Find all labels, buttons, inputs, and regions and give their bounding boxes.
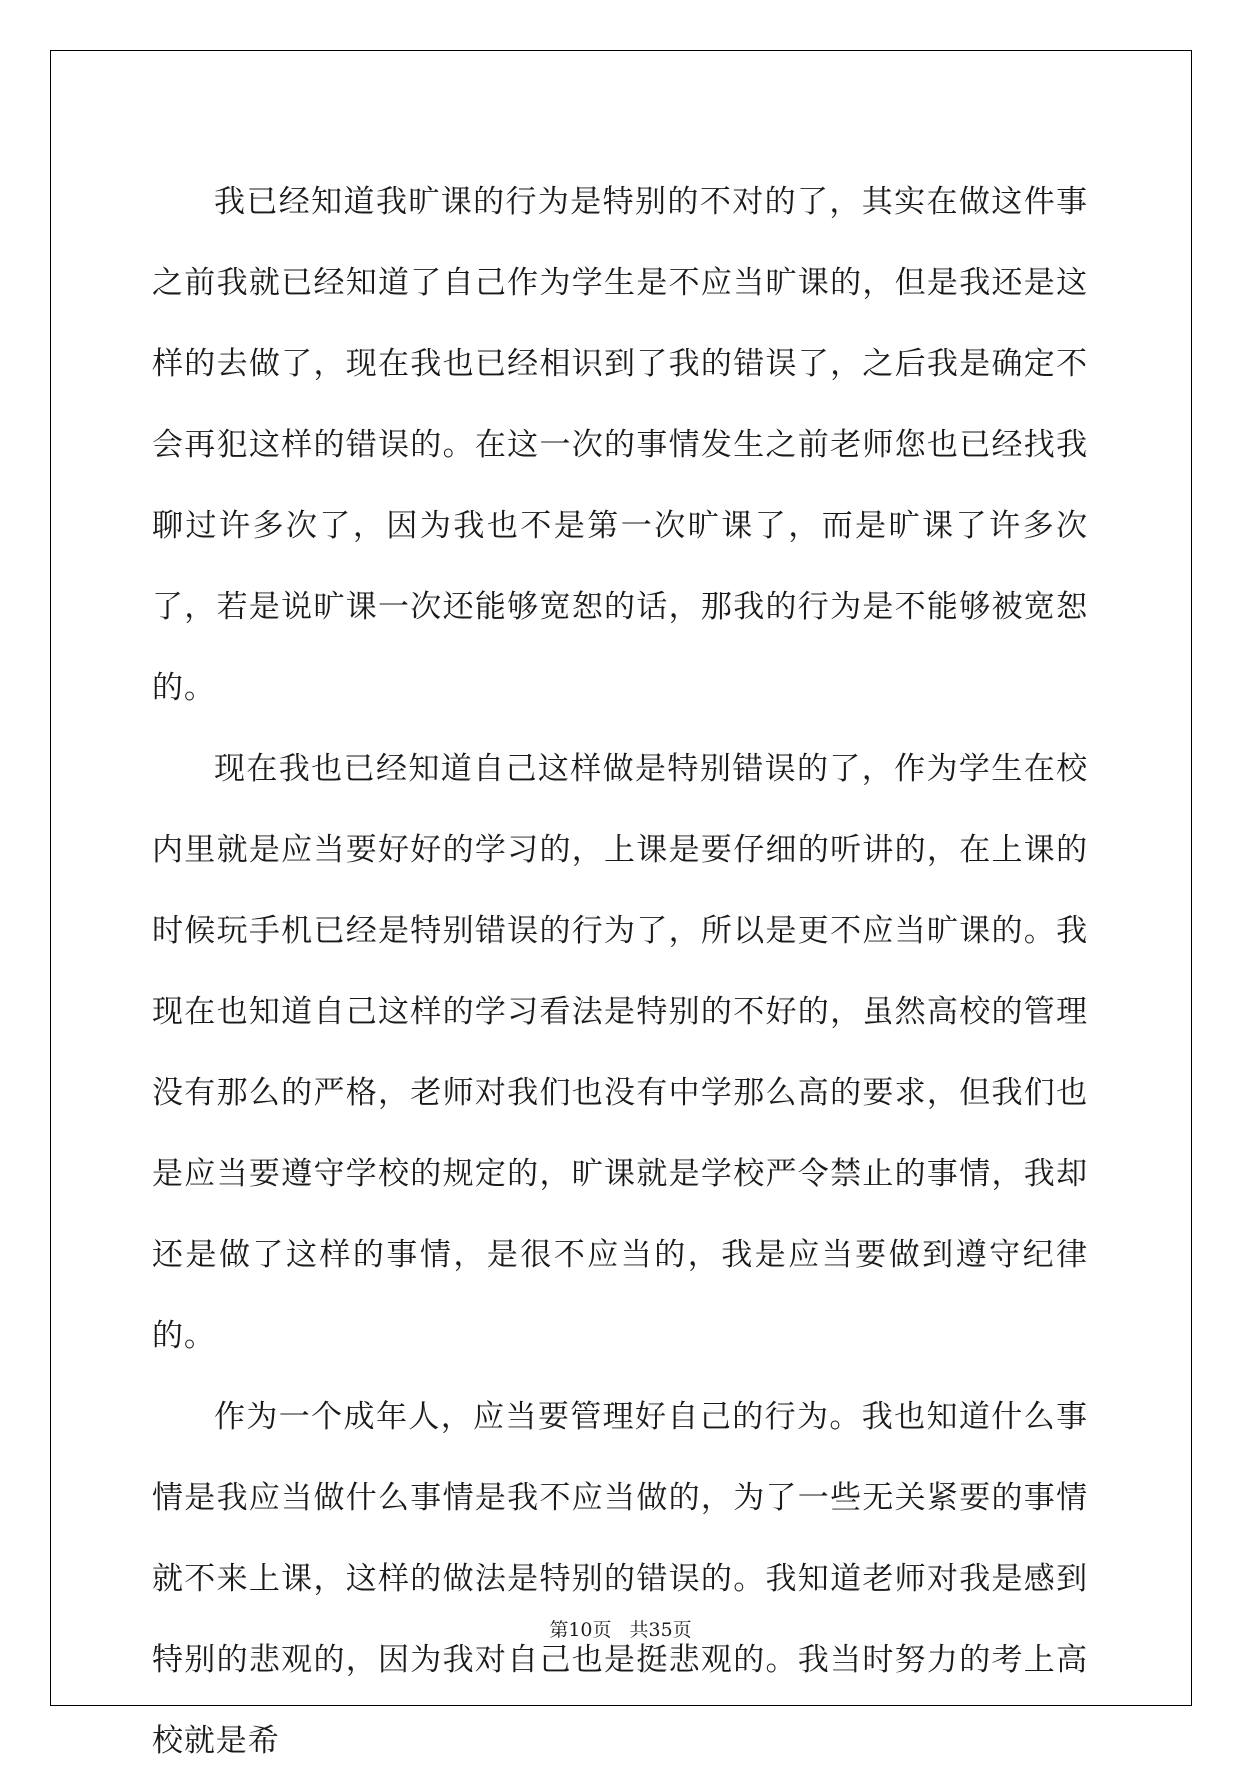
paragraph-2: 现在我也已经知道自己这样做是特别错误的了，作为学生在校内里就是应当要好好的学习的，上课是要仔细的听讲的，在上课的时候玩手机已经是特别错误的行为了，所以是更不应当旷课的。我现在也知道自己这样的学习看法是特别的不好的，虽然高校的管理没有那么的严格，老师对我们也没有中学那么高的要求，但我们也是应当要遵守学校的规定的，旷课就是学校严令禁止的事情，我却还是做了这样的事情，是很不应当的，我是应当要做到遵守纪律的。 [152, 751, 1088, 1354]
page-footer [0, 1618, 1241, 1642]
paragraph-1: 我已经知道我旷课的行为是特别的不对的了，其实在做这件事之前我就已经知道了自己作为学生是不应当旷课的，但是我还是这样的去做了，现在我也已经相识到了我的错误了，之后我是确定不会再犯这样的错误的。在这一次的事情发生之前老师您也已经找我聊过许多次了，因为我也不是第一次旷课了，而是旷课了许多次了，若是说旷课一次还能够宽恕的话，那我的行为是不能够被宽恕的。 [152, 184, 1088, 706]
paragraph-3: 作为一个成年人，应当要管理好自己的行为。我也知道什么事情是我应当做什么事情是我不应当做的，为了一些无关紧要的事情就不来上课，这样的做法是特别的错误的。我知道老师对我是感到特别的悲观的，因为我对自己也是挺悲观的。我当时努力的考上高校就是希 [152, 1399, 1088, 1759]
current-page-number: 第10页 [549, 1619, 612, 1641]
document-body [152, 162, 1088, 1782]
total-pages: 共35页 [629, 1619, 692, 1641]
